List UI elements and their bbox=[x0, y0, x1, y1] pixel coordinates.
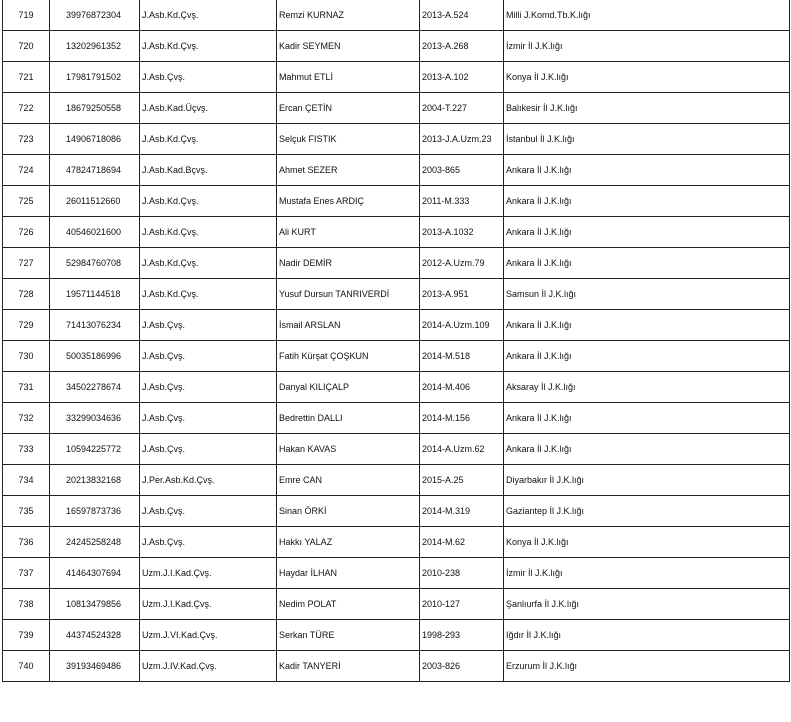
unit-cell: Gaziantep İl J.K.lığı bbox=[504, 496, 790, 527]
full-name-cell: Nadir DEMİR bbox=[277, 248, 420, 279]
table-row bbox=[3, 31, 790, 62]
table-row bbox=[3, 310, 790, 341]
table-row bbox=[3, 155, 790, 186]
reference-cell: 2003-826 bbox=[420, 651, 504, 682]
rank-cell: J.Asb.Kd.Çvş. bbox=[140, 217, 277, 248]
row-number-cell: 739 bbox=[3, 620, 50, 651]
row-number-cell: 723 bbox=[3, 124, 50, 155]
id-number-cell: 71413076234 bbox=[50, 310, 140, 341]
table-row bbox=[3, 217, 790, 248]
row-number-cell: 733 bbox=[3, 434, 50, 465]
rank-cell: J.Asb.Kd.Çvş. bbox=[140, 248, 277, 279]
rank-cell: Uzm.J.I.Kad.Çvş. bbox=[140, 558, 277, 589]
full-name-cell: Ali KURT bbox=[277, 217, 420, 248]
unit-cell: Ankara İl J.K.lığı bbox=[504, 186, 790, 217]
rank-cell: J.Asb.Kd.Çvş. bbox=[140, 279, 277, 310]
rank-cell: J.Asb.Çvş. bbox=[140, 527, 277, 558]
full-name-cell: Sinan ÖRKİ bbox=[277, 496, 420, 527]
unit-cell: Ankara İl J.K.lığı bbox=[504, 341, 790, 372]
full-name-cell: Bedrettin DALLI bbox=[277, 403, 420, 434]
id-number-cell: 17981791502 bbox=[50, 62, 140, 93]
table-row bbox=[3, 186, 790, 217]
unit-cell: Balıkesir İl J.K.lığı bbox=[504, 93, 790, 124]
unit-cell: Ankara İl J.K.lığı bbox=[504, 155, 790, 186]
id-number-cell: 33299034636 bbox=[50, 403, 140, 434]
unit-cell: İstanbul İl J.K.lığı bbox=[504, 124, 790, 155]
full-name-cell: Ercan ÇETİN bbox=[277, 93, 420, 124]
reference-cell: 2010-238 bbox=[420, 558, 504, 589]
full-name-cell: Yusuf Dursun TANRIVERDİ bbox=[277, 279, 420, 310]
id-number-cell: 52984760708 bbox=[50, 248, 140, 279]
rank-cell: J.Asb.Çvş. bbox=[140, 341, 277, 372]
personnel-table-body bbox=[3, 0, 790, 682]
full-name-cell: Haydar İLHAN bbox=[277, 558, 420, 589]
reference-cell: 2013-A.102 bbox=[420, 62, 504, 93]
row-number-cell: 729 bbox=[3, 310, 50, 341]
row-number-cell: 725 bbox=[3, 186, 50, 217]
id-number-cell: 50035186996 bbox=[50, 341, 140, 372]
row-number-cell: 727 bbox=[3, 248, 50, 279]
unit-cell: İzmir İl J.K.lığı bbox=[504, 31, 790, 62]
table-row bbox=[3, 589, 790, 620]
rank-cell: J.Asb.Çvş. bbox=[140, 372, 277, 403]
reference-cell: 2014-M.518 bbox=[420, 341, 504, 372]
table-row bbox=[3, 651, 790, 682]
table-row bbox=[3, 465, 790, 496]
full-name-cell: Kadir TANYERİ bbox=[277, 651, 420, 682]
reference-cell: 2003-865 bbox=[420, 155, 504, 186]
id-number-cell: 39193469486 bbox=[50, 651, 140, 682]
row-number-cell: 736 bbox=[3, 527, 50, 558]
rank-cell: Uzm.J.I.Kad.Çvş. bbox=[140, 589, 277, 620]
id-number-cell: 40546021600 bbox=[50, 217, 140, 248]
full-name-cell: Danyal KILIÇALP bbox=[277, 372, 420, 403]
rank-cell: J.Asb.Çvş. bbox=[140, 403, 277, 434]
id-number-cell: 14906718086 bbox=[50, 124, 140, 155]
table-row bbox=[3, 279, 790, 310]
unit-cell: Konya İl J.K.lığı bbox=[504, 527, 790, 558]
rank-cell: J.Asb.Kd.Çvş. bbox=[140, 186, 277, 217]
rank-cell: J.Asb.Çvş. bbox=[140, 434, 277, 465]
full-name-cell: Hakkı YALAZ bbox=[277, 527, 420, 558]
table-row bbox=[3, 558, 790, 589]
unit-cell: Konya İl J.K.lığı bbox=[504, 62, 790, 93]
unit-cell: Ankara İl J.K.lığı bbox=[504, 403, 790, 434]
table-row bbox=[3, 496, 790, 527]
id-number-cell: 47824718694 bbox=[50, 155, 140, 186]
full-name-cell: Mustafa Enes ARDIÇ bbox=[277, 186, 420, 217]
row-number-cell: 722 bbox=[3, 93, 50, 124]
id-number-cell: 10813479856 bbox=[50, 589, 140, 620]
id-number-cell: 34502278674 bbox=[50, 372, 140, 403]
unit-cell: Diyarbakır İl J.K.lığı bbox=[504, 465, 790, 496]
reference-cell: 2013-A.524 bbox=[420, 0, 504, 31]
full-name-cell: Hakan KAVAS bbox=[277, 434, 420, 465]
rank-cell: J.Asb.Çvş. bbox=[140, 310, 277, 341]
reference-cell: 2013-J.A.Uzm.23 bbox=[420, 124, 504, 155]
row-number-cell: 731 bbox=[3, 372, 50, 403]
rank-cell: J.Asb.Kd.Çvş. bbox=[140, 31, 277, 62]
table-row bbox=[3, 124, 790, 155]
row-number-cell: 724 bbox=[3, 155, 50, 186]
reference-cell: 2004-T.227 bbox=[420, 93, 504, 124]
table-row bbox=[3, 341, 790, 372]
unit-cell: Ankara İl J.K.lığı bbox=[504, 217, 790, 248]
rank-cell: J.Asb.Kd.Çvş. bbox=[140, 124, 277, 155]
reference-cell: 2015-A.25 bbox=[420, 465, 504, 496]
row-number-cell: 719 bbox=[3, 0, 50, 31]
full-name-cell: Selçuk FISTIK bbox=[277, 124, 420, 155]
id-number-cell: 16597873736 bbox=[50, 496, 140, 527]
reference-cell: 2014-A.Uzm.109 bbox=[420, 310, 504, 341]
reference-cell: 2013-A.951 bbox=[420, 279, 504, 310]
id-number-cell: 13202961352 bbox=[50, 31, 140, 62]
table-row bbox=[3, 620, 790, 651]
row-number-cell: 728 bbox=[3, 279, 50, 310]
unit-cell: Ankara İl J.K.lığı bbox=[504, 310, 790, 341]
unit-cell: Şanlıurfa İl J.K.lığı bbox=[504, 589, 790, 620]
id-number-cell: 39976872304 bbox=[50, 0, 140, 31]
table-row bbox=[3, 372, 790, 403]
full-name-cell: Ahmet SEZER bbox=[277, 155, 420, 186]
rank-cell: J.Asb.Kad.Üçvş. bbox=[140, 93, 277, 124]
table-row bbox=[3, 434, 790, 465]
full-name-cell: Kadir SEYMEN bbox=[277, 31, 420, 62]
row-number-cell: 730 bbox=[3, 341, 50, 372]
reference-cell: 2012-A.Uzm.79 bbox=[420, 248, 504, 279]
id-number-cell: 44374524328 bbox=[50, 620, 140, 651]
table-row bbox=[3, 403, 790, 434]
id-number-cell: 19571144518 bbox=[50, 279, 140, 310]
unit-cell: Ankara İl J.K.lığı bbox=[504, 434, 790, 465]
full-name-cell: Emre CAN bbox=[277, 465, 420, 496]
full-name-cell: Serkan TÜRE bbox=[277, 620, 420, 651]
unit-cell: Iğdır İl J.K.lığı bbox=[504, 620, 790, 651]
personnel-table bbox=[2, 0, 790, 682]
rank-cell: J.Asb.Çvş. bbox=[140, 496, 277, 527]
row-number-cell: 720 bbox=[3, 31, 50, 62]
row-number-cell: 721 bbox=[3, 62, 50, 93]
reference-cell: 2011-M.333 bbox=[420, 186, 504, 217]
rank-cell: Uzm.J.VI.Kad.Çvş. bbox=[140, 620, 277, 651]
id-number-cell: 24245258248 bbox=[50, 527, 140, 558]
rank-cell: Uzm.J.IV.Kad.Çvş. bbox=[140, 651, 277, 682]
reference-cell: 1998-293 bbox=[420, 620, 504, 651]
table-row bbox=[3, 93, 790, 124]
id-number-cell: 20213832168 bbox=[50, 465, 140, 496]
unit-cell: Ankara İl J.K.lığı bbox=[504, 248, 790, 279]
reference-cell: 2013-A.1032 bbox=[420, 217, 504, 248]
table-row bbox=[3, 62, 790, 93]
unit-cell: Samsun İl J.K.lığı bbox=[504, 279, 790, 310]
id-number-cell: 26011512660 bbox=[50, 186, 140, 217]
reference-cell: 2014-M.319 bbox=[420, 496, 504, 527]
unit-cell: İzmir İl J.K.lığı bbox=[504, 558, 790, 589]
rank-cell: J.Asb.Kd.Çvş. bbox=[140, 0, 277, 31]
row-number-cell: 738 bbox=[3, 589, 50, 620]
unit-cell: Erzurum İl J.K.lığı bbox=[504, 651, 790, 682]
unit-cell: Aksaray İl J.K.lığı bbox=[504, 372, 790, 403]
id-number-cell: 10594225772 bbox=[50, 434, 140, 465]
row-number-cell: 734 bbox=[3, 465, 50, 496]
reference-cell: 2014-A.Uzm.62 bbox=[420, 434, 504, 465]
table-row bbox=[3, 0, 790, 31]
id-number-cell: 18679250558 bbox=[50, 93, 140, 124]
full-name-cell: Mahmut ETLİ bbox=[277, 62, 420, 93]
unit-cell: Milli J.Komd.Tb.K.lığı bbox=[504, 0, 790, 31]
reference-cell: 2014-M.62 bbox=[420, 527, 504, 558]
row-number-cell: 735 bbox=[3, 496, 50, 527]
rank-cell: J.Asb.Kad.Bçvş. bbox=[140, 155, 277, 186]
full-name-cell: Fatih Kürşat ÇOŞKUN bbox=[277, 341, 420, 372]
full-name-cell: Remzi KURNAZ bbox=[277, 0, 420, 31]
rank-cell: J.Per.Asb.Kd.Çvş. bbox=[140, 465, 277, 496]
row-number-cell: 737 bbox=[3, 558, 50, 589]
reference-cell: 2014-M.406 bbox=[420, 372, 504, 403]
row-number-cell: 732 bbox=[3, 403, 50, 434]
rank-cell: J.Asb.Çvş. bbox=[140, 62, 277, 93]
reference-cell: 2010-127 bbox=[420, 589, 504, 620]
full-name-cell: İsmail ARSLAN bbox=[277, 310, 420, 341]
table-row bbox=[3, 527, 790, 558]
reference-cell: 2013-A.268 bbox=[420, 31, 504, 62]
id-number-cell: 41464307694 bbox=[50, 558, 140, 589]
reference-cell: 2014-M.156 bbox=[420, 403, 504, 434]
row-number-cell: 740 bbox=[3, 651, 50, 682]
row-number-cell: 726 bbox=[3, 217, 50, 248]
table-row bbox=[3, 248, 790, 279]
full-name-cell: Nedim POLAT bbox=[277, 589, 420, 620]
